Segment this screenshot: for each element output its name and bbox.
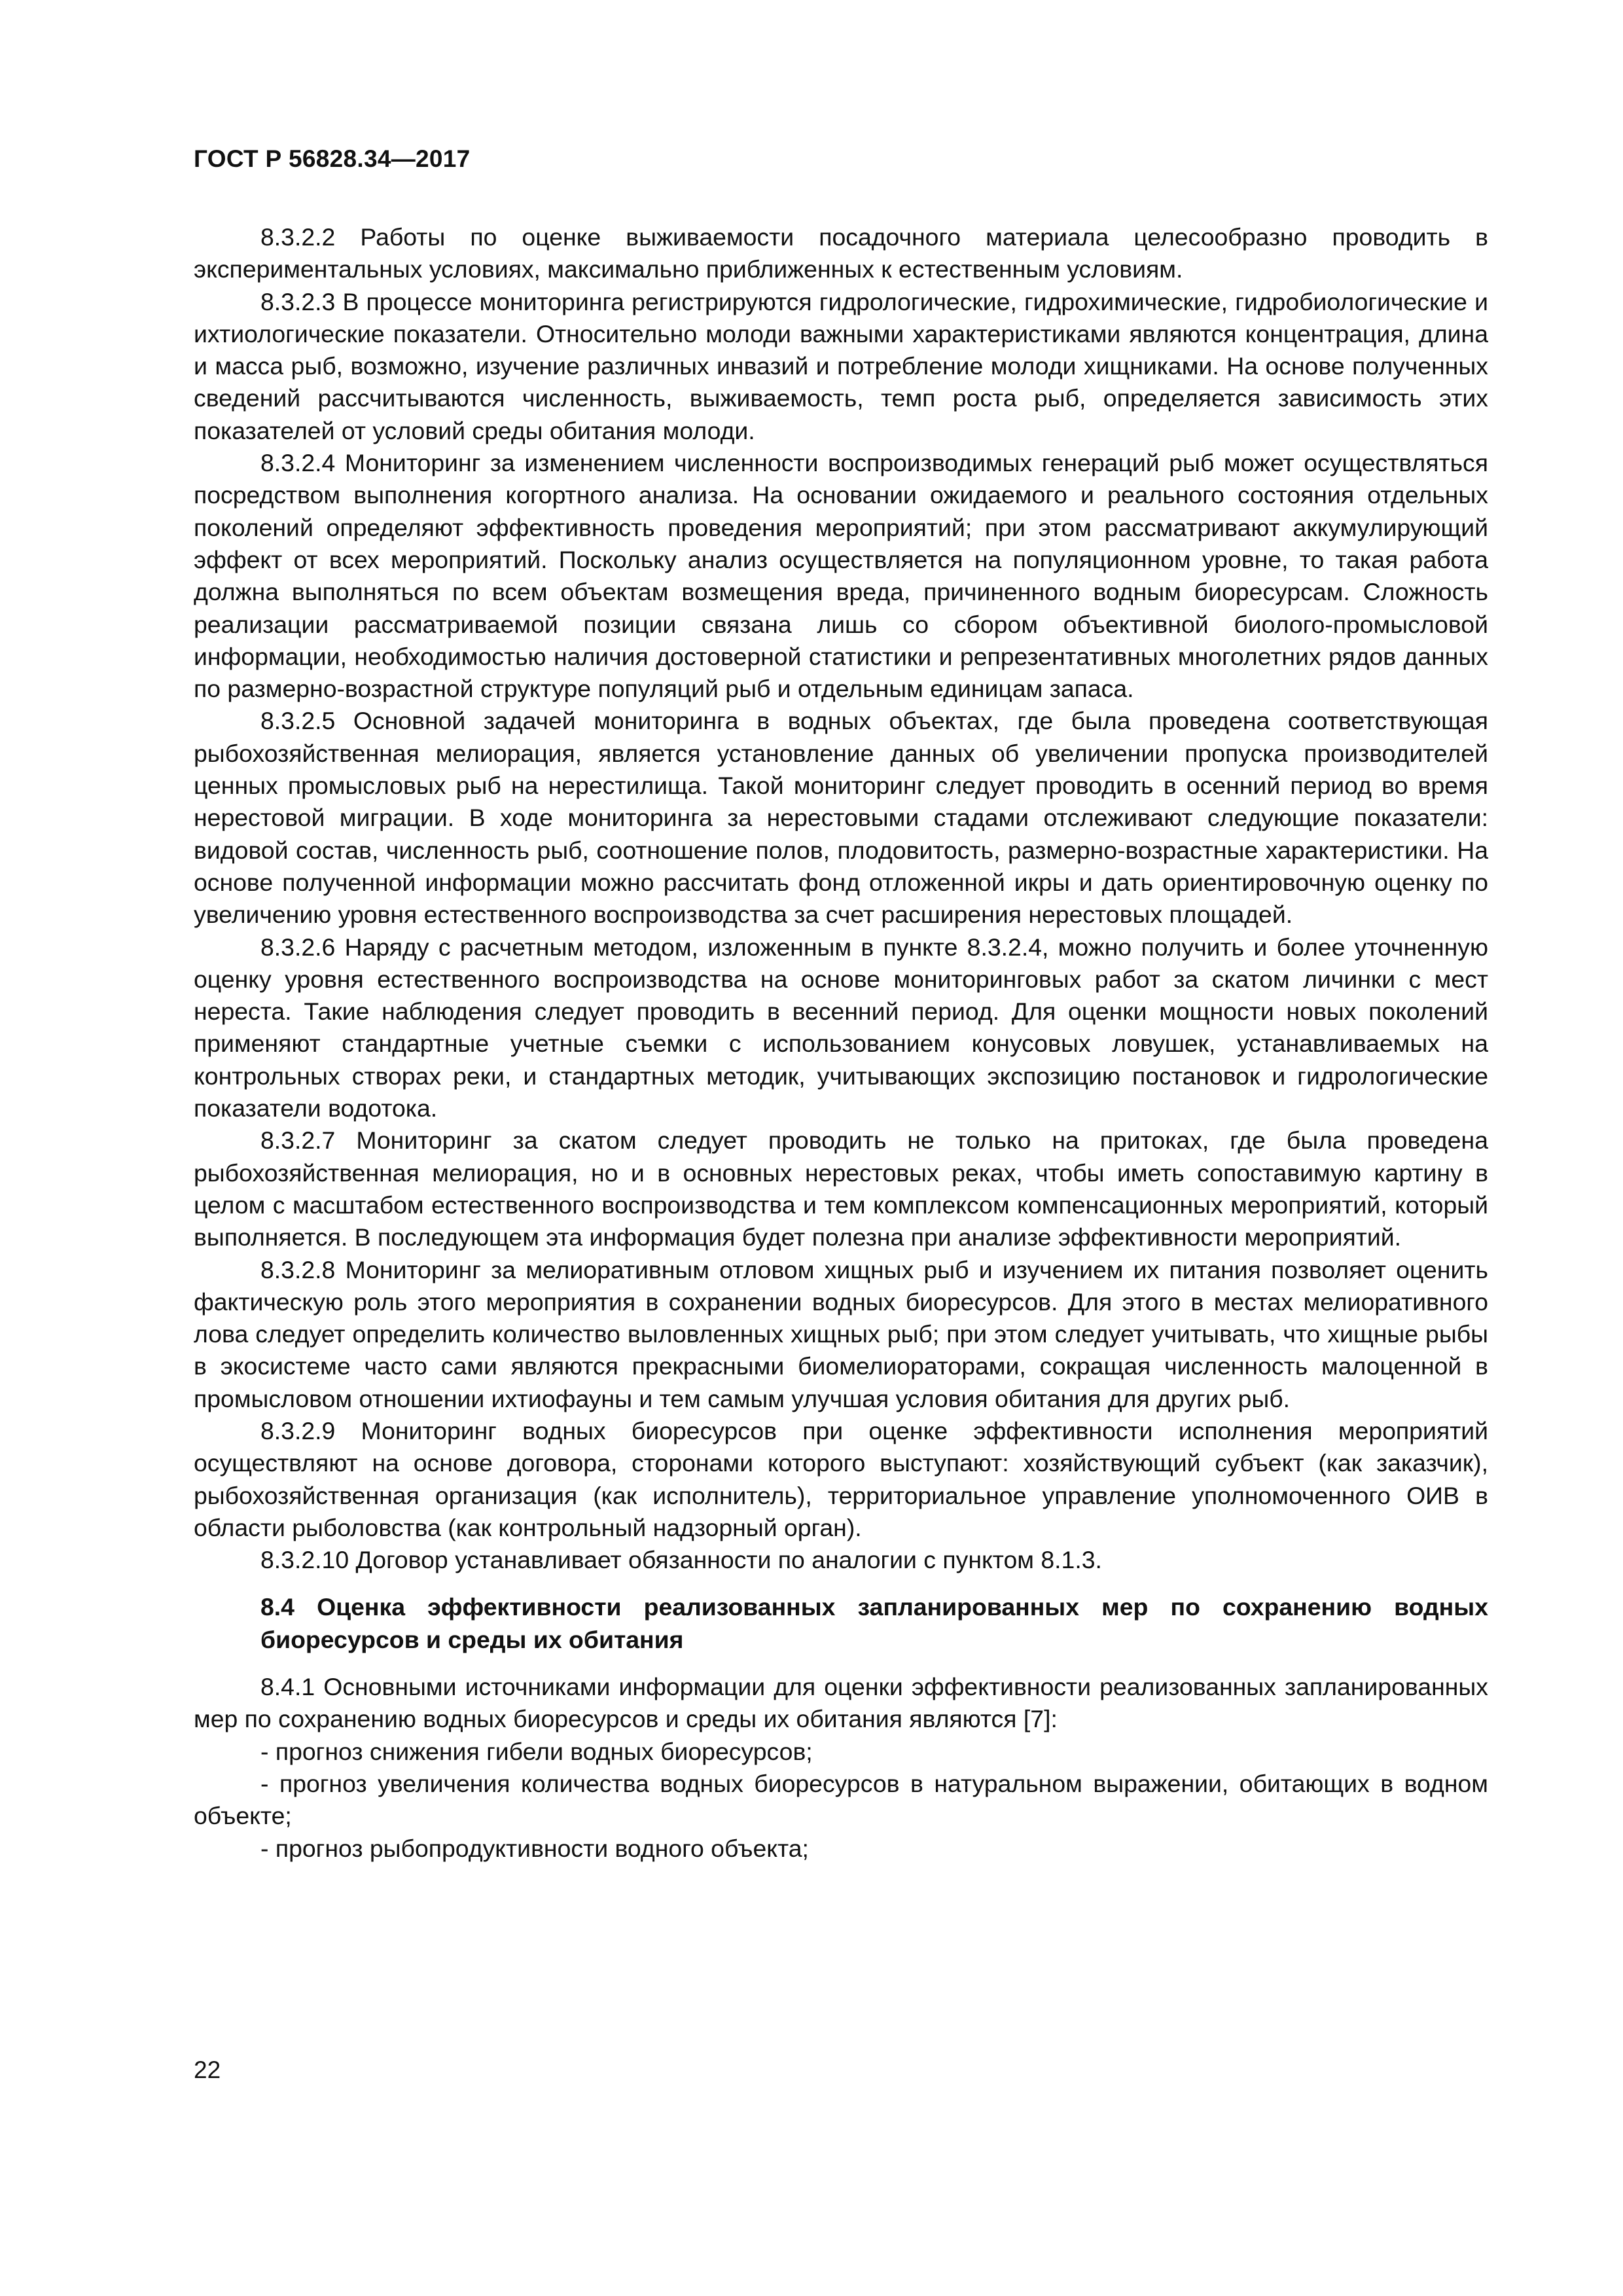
paragraph-8-3-2-8: 8.3.2.8 Мониторинг за мелиоративным отловом хищных рыб и изучением их питания позволяет оценить фактическую роль этого мероприятия в сохранении водных биоресурсов. Для этого в местах мелиоративного лова следует определить количество выловленных хищных рыб; при этом следует учитывать, что хищные рыбы в экосистеме часто сами являются прекрасными биомелиораторами, сокращая численность малоценной в промысловом отношении ихтиофауны и тем самым улучшая условия обитания для других рыб. <box>194 1255 1488 1412</box>
paragraph-8-3-2-7: 8.3.2.7 Мониторинг за скатом следует проводить не только на притоках, где была проведена рыбохозяйственная мелиорация, но и в основных нерестовых реках, чтобы иметь сопоставимую картину в целом с масштабом естественного воспроизводства и тем комплексом компенсационных мероприятий, который выполняется. В последующем эта информация будет полезна при анализе эффективности мероприятий. <box>194 1126 1488 1251</box>
section-heading-8-4: 8.4 Оценка эффективности реализованных запланированных мер по сохранению водных биоресурсов и среды их обитания <box>260 1593 1488 1653</box>
list-item: - прогноз снижения гибели водных биоресурсов; <box>260 1737 813 1765</box>
paragraph-8-3-2-6: 8.3.2.6 Наряду с расчетным методом, изложенным в пункте 8.3.2.4, можно получить и более уточненную оценку уровня естественного воспроизводства на основе мониторинговых работ за скатом личинки с мест нереста. Такие наблюдения следует проводить в весенний период. Для оценки мощности новых поколений применяют стандартные учетные съемки с использованием конусовых ловушек, устанавливаемых на контрольных створах реки, и стандартных методик, учитывающих экспозицию постановок и гидрологические показатели водотока. <box>194 933 1488 1122</box>
paragraph-8-3-2-3: 8.3.2.3 В процессе мониторинга регистрируются гидрологические, гидрохимические, гидробиологические и ихтиологические показатели. Относительно молоди важными характеристиками являются концентрация, длина и масса рыб, возможно, изучение различных инвазий и потребление молоди хищниками. На основе полученных сведений рассчитываются численность, выживаемость, темп роста рыб, определяется зависимость этих показателей от условий среды обитания молоди. <box>194 287 1488 444</box>
info-sources-list <box>194 1736 1488 1865</box>
page-number: 22 <box>194 2056 221 2083</box>
paragraph-8-3-2-2: 8.3.2.2 Работы по оценке выживаемости посадочного материала целесообразно проводить в экспериментальных условиях, максимально приближенных к естественным условиям. <box>194 223 1488 283</box>
paragraph-8-4-1: 8.4.1 Основными источниками информации для оценки эффективности реализованных запланированных мер по сохранению водных биоресурсов и среды их обитания являются [7]: <box>194 1673 1488 1733</box>
paragraph-8-3-2-5: 8.3.2.5 Основной задачей мониторинга в водных объектах, где была проведена соответствующая рыбохозяйственная мелиорация, является установление данных об увеличении пропуска производителей ценных промысловых рыб на нерестилища. Такой мониторинг следует проводить в осенний период во время нерестовой миграции. В ходе мониторинга за нерестовыми стадами отслеживают следующие показатели: видовой состав, численность рыб, соотношение полов, плодовитость, размерно-возрастные характеристики. На основе полученной информации можно рассчитать фонд отложенной икры и дать ориентировочную оценку по увеличению уровня естественного воспроизводства за счет расширения нерестовых площадей. <box>194 707 1488 929</box>
document-body <box>194 221 1488 1865</box>
document-header: ГОСТ Р 56828.34—2017 <box>194 145 471 172</box>
paragraph-8-3-2-4: 8.3.2.4 Мониторинг за изменением численности воспроизводимых генераций рыб может осуществляться посредством выполнения когортного анализа. На основании ожидаемого и реального состояния отдельных поколений определяют эффективность проведения мероприятий; при этом рассматривают аккумулирующий эффект от всех мероприятий. Поскольку анализ осуществляется на популяционном уровне, то такая работа должна выполняться по всем объектам возмещения вреда, причиненного водным биоресурсам. Сложность реализации рассматриваемой позиции связана лишь со сбором объективной биолого-промысловой информации, необходимостью наличия достоверной статистики и репрезентативных многолетних рядов данных по размерно-возрастной структуре популяций рыб и отдельным единицам запаса. <box>194 449 1488 703</box>
list-item: - прогноз увеличения количества водных биоресурсов в натуральном выражении, обитающих в водном объекте; <box>194 1769 1488 1830</box>
paragraph-8-3-2-10: 8.3.2.10 Договор устанавливает обязанности по аналогии с пунктом 8.1.3. <box>260 1546 1102 1574</box>
paragraph-8-3-2-9: 8.3.2.9 Мониторинг водных биоресурсов при оценке эффективности исполнения мероприятий осуществляют на основе договора, сторонами которого выступают: хозяйствующий субъект (как заказчик), рыбохозяйственная организация (как исполнитель), территориальное управление уполномоченного ОИВ в области рыболовства (как контрольный надзорный орган). <box>194 1416 1488 1541</box>
list-item: - прогноз рыбопродуктивности водного объекта; <box>260 1834 809 1862</box>
